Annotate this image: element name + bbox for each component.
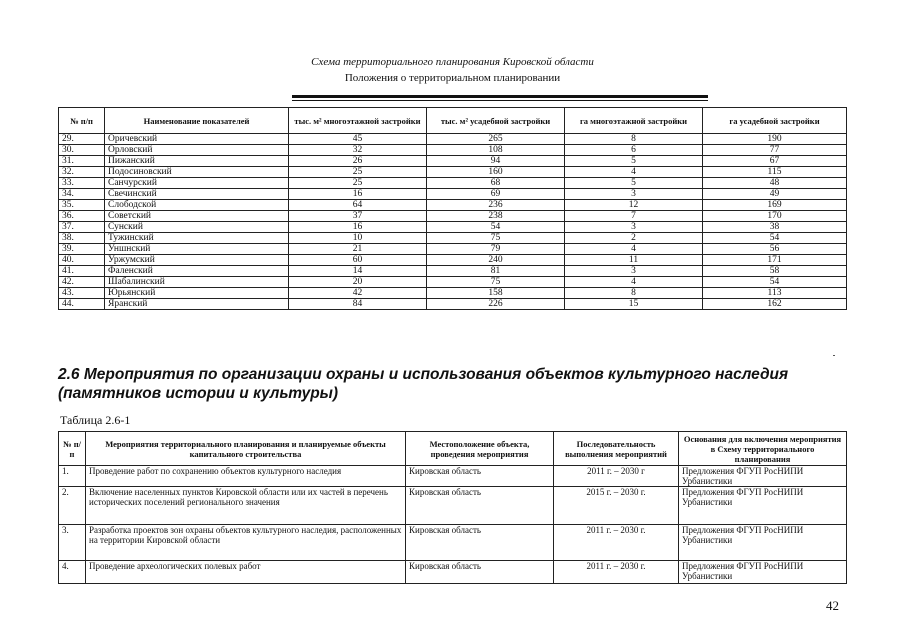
table-cell: Включение населенных пунктов Кировской области или их частей в перечень исторических поселений регионального значения [86,487,406,525]
table-cell: 77 [703,145,847,156]
table-cell: 54 [427,222,565,233]
table-row [59,189,847,200]
table-cell: 67 [703,156,847,167]
table-row [59,288,847,299]
table-cell: 79 [427,244,565,255]
table-cell: 37 [289,211,427,222]
table-cell: Кировская область [406,466,554,487]
table-cell: 2. [59,487,86,525]
table-cell: 58 [703,266,847,277]
table-cell: 11 [565,255,703,266]
table-row [59,156,847,167]
table-row [59,178,847,189]
table-row [59,299,847,310]
column-header: тыс. м² многоэтажной застройки [289,108,427,134]
table-cell: 6 [565,145,703,156]
table-cell: 108 [427,145,565,156]
table-cell: 29. [59,134,105,145]
table-cell: 33. [59,178,105,189]
table-cell: 5 [565,156,703,167]
table-cell: 54 [703,233,847,244]
table-cell: 8 [565,288,703,299]
table-cell: Предложения ФГУП РосНИПИ Урбанистики [679,561,847,584]
table-cell: 2 [565,233,703,244]
column-header: Последовательность выполнения мероприятий [554,432,679,466]
table-cell: Разработка проектов зон охраны объектов культурного наследия, расположенных на территории Кировской области [86,525,406,561]
table-cell: Оричевский [105,134,289,145]
table-cell: 32 [289,145,427,156]
table-cell: 60 [289,255,427,266]
table-cell: 54 [703,277,847,288]
page-number: 42 [826,598,839,613]
table-cell: 21 [289,244,427,255]
table-cell: 4 [565,244,703,255]
column-header: Мероприятия территориального планирования и планируемые объекты капитального строительства [86,432,406,466]
header-rule [292,95,708,98]
table-cell: 25 [289,178,427,189]
table-caption: Таблица 2.6-1 [60,413,131,427]
table-cell: 1. [59,466,86,487]
scan-speck [833,355,835,356]
table-cell: 36. [59,211,105,222]
table-cell: 190 [703,134,847,145]
table-cell: Предложения ФГУП РосНИПИ Урбанистики [679,466,847,487]
section-heading: 2.6 Мероприятия по организации охраны и использования объектов культурного наследия (памятников истории и культуры) [58,366,789,402]
table-cell: Тужинский [105,233,289,244]
table-cell: 171 [703,255,847,266]
table-cell: Шабалинский [105,277,289,288]
table-cell: 4 [565,277,703,288]
table-cell: 238 [427,211,565,222]
table-cell: Орловский [105,145,289,156]
table-cell: 5 [565,178,703,189]
column-header: № п/п [59,432,86,466]
table-header-row [59,432,847,466]
table-cell: 2015 г. – 2030 г. [554,487,679,525]
table-cell: Кировская область [406,561,554,584]
table-cell: 48 [703,178,847,189]
table-cell: Свечинский [105,189,289,200]
table-cell: 34. [59,189,105,200]
table-cell: Пижанский [105,156,289,167]
table-cell: Уншнский [105,244,289,255]
table-cell: 12 [565,200,703,211]
table-cell: 30. [59,145,105,156]
table-cell: Подосиновский [105,167,289,178]
table-cell: 158 [427,288,565,299]
table-cell: 44. [59,299,105,310]
table-row [59,277,847,288]
document-header-title: Схема территориального планирования Кировской области [311,56,594,68]
table-cell: Сунский [105,222,289,233]
table-cell: 8 [565,134,703,145]
table-row [59,134,847,145]
table-cell: 4. [59,561,86,584]
table-row [59,222,847,233]
table-cell: 16 [289,222,427,233]
table-cell: 240 [427,255,565,266]
table-cell: 75 [427,233,565,244]
table-cell: Уржумский [105,255,289,266]
table-row [59,233,847,244]
table-cell: 41. [59,266,105,277]
table-cell: 35. [59,200,105,211]
table-cell: Проведение археологических полевых работ [86,561,406,584]
table-cell: 43. [59,288,105,299]
construction-table [58,107,847,310]
column-header: Основания для включения мероприятия в Схему территориального планирования [679,432,847,466]
table-cell: 38. [59,233,105,244]
table-row [59,167,847,178]
table-cell: 40. [59,255,105,266]
table-cell: 69 [427,189,565,200]
table-cell: 169 [703,200,847,211]
table-cell: 3 [565,222,703,233]
column-header: Наименование показателей [105,108,289,134]
table-cell: 3. [59,525,86,561]
table-cell: 3 [565,266,703,277]
table-cell: 84 [289,299,427,310]
table-cell: 162 [703,299,847,310]
table-row [59,466,847,487]
table-cell: 7 [565,211,703,222]
table-cell: 115 [703,167,847,178]
column-header: тыс. м² усадебной застройки [427,108,565,134]
table-cell: 31. [59,156,105,167]
column-header: га усадебной застройки [703,108,847,134]
table-cell: 26 [289,156,427,167]
table-cell: Кировская область [406,487,554,525]
table-cell: Советский [105,211,289,222]
table-cell: 2011 г. – 2030 г [554,466,679,487]
table-cell: 56 [703,244,847,255]
table-cell: 15 [565,299,703,310]
column-header: га многоэтажной застройки [565,108,703,134]
table-cell: 3 [565,189,703,200]
table-cell: 75 [427,277,565,288]
table-cell: Юрьянский [105,288,289,299]
table-cell: Слободской [105,200,289,211]
table-cell: 236 [427,200,565,211]
column-header: № п/п [59,108,105,134]
table-cell: 81 [427,266,565,277]
table-cell: 2011 г. – 2030 г. [554,561,679,584]
table-cell: 14 [289,266,427,277]
table-cell: 10 [289,233,427,244]
table-cell: 45 [289,134,427,145]
table-cell: 160 [427,167,565,178]
table-cell: 16 [289,189,427,200]
table-cell: Предложения ФГУП РосНИПИ Урбанистики [679,525,847,561]
measures-table [58,431,847,584]
table-cell: 49 [703,189,847,200]
table-cell: Фаленский [105,266,289,277]
table-cell: 265 [427,134,565,145]
table-cell: 25 [289,167,427,178]
table-cell: 68 [427,178,565,189]
table-row [59,525,847,561]
table-cell: 64 [289,200,427,211]
table-cell: 39. [59,244,105,255]
table-row [59,255,847,266]
table-row [59,266,847,277]
table-cell: 38 [703,222,847,233]
table-cell: Яранский [105,299,289,310]
document-header-subtitle: Положения о территориальном планировании [344,72,561,84]
header-rule-thin [292,100,708,101]
table-header-row [59,108,847,134]
table-cell: Санчурский [105,178,289,189]
table-row [59,200,847,211]
table-cell: Предложения ФГУП РосНИПИ Урбанистики [679,487,847,525]
table-cell: 226 [427,299,565,310]
table-cell: 4 [565,167,703,178]
table-cell: 20 [289,277,427,288]
column-header: Местоположение объекта, проведения мероприятия [406,432,554,466]
table-cell: Проведение работ по сохранению объектов культурного наследия [86,466,406,487]
table-row [59,244,847,255]
table-cell: 170 [703,211,847,222]
table-cell: 32. [59,167,105,178]
table-cell: Кировская область [406,525,554,561]
table-cell: 42. [59,277,105,288]
table-cell: 37. [59,222,105,233]
table-cell: 94 [427,156,565,167]
table-cell: 2011 г. – 2030 г. [554,525,679,561]
table-row [59,561,847,584]
table-row [59,211,847,222]
table-row [59,145,847,156]
table-cell: 42 [289,288,427,299]
table-cell: 113 [703,288,847,299]
table-row [59,487,847,525]
